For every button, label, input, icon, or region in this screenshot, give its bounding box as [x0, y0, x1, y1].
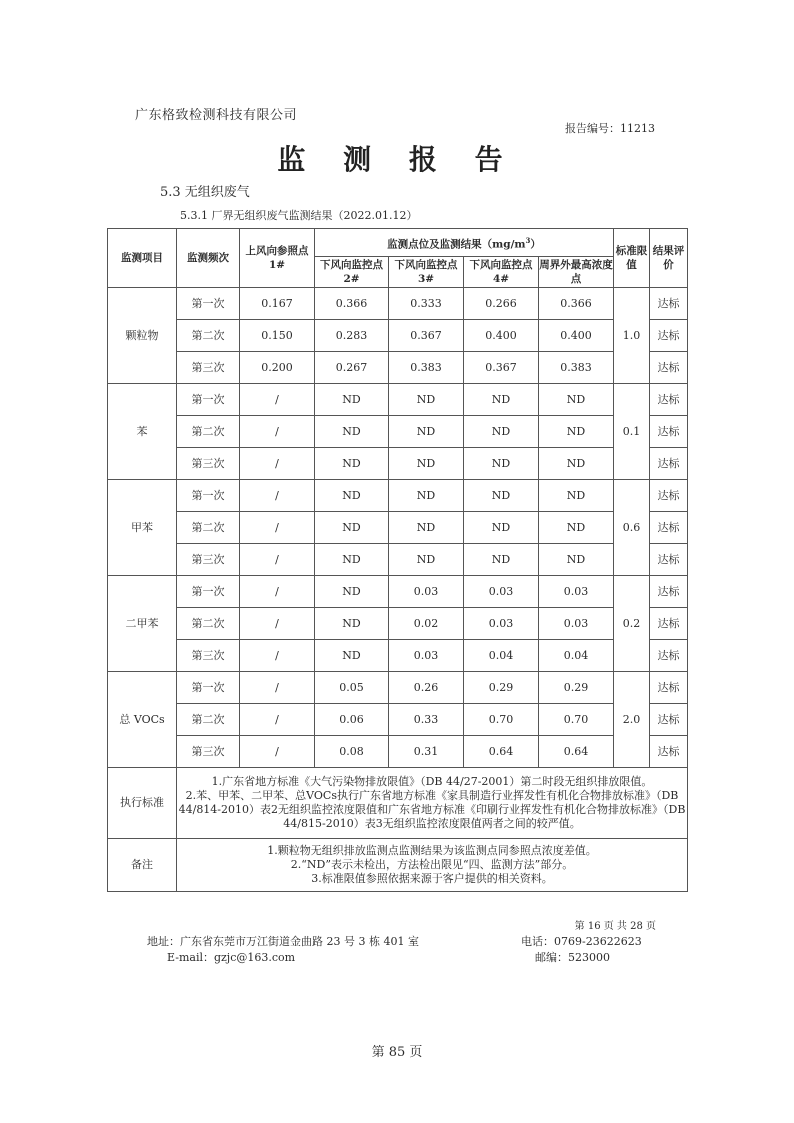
- max-cell: 0.366: [539, 288, 614, 320]
- upwind-cell: /: [240, 704, 315, 736]
- downwind-3-cell: 0.31: [389, 736, 464, 768]
- downwind-3-cell: 0.333: [389, 288, 464, 320]
- report-number: 报告编号：11213: [565, 122, 655, 135]
- downwind-2-cell: 0.283: [315, 320, 389, 352]
- remarks-label: 备注: [108, 839, 177, 892]
- downwind-3-cell: ND: [389, 416, 464, 448]
- document-page-number: 第 85 页: [371, 1045, 423, 1060]
- limit-cell: 2.0: [614, 672, 650, 768]
- header-group: [315, 229, 614, 257]
- pollutant-name: 甲苯: [108, 480, 177, 576]
- header-evaluation: 结果评价: [650, 229, 688, 288]
- frequency-cell: 第一次: [177, 672, 240, 704]
- frequency-cell: 第三次: [177, 640, 240, 672]
- table-row: [108, 384, 688, 416]
- downwind-2-cell: ND: [315, 640, 389, 672]
- upwind-cell: 0.167: [240, 288, 315, 320]
- max-cell: 0.03: [539, 608, 614, 640]
- table-row: [108, 736, 688, 768]
- upwind-cell: /: [240, 448, 315, 480]
- upwind-cell: /: [240, 608, 315, 640]
- remark-line: 3.标准限值参照依据来源于客户提供的相关资料。: [311, 872, 553, 885]
- table-row: [108, 544, 688, 576]
- evaluation-cell: 达标: [650, 416, 688, 448]
- upwind-cell: /: [240, 736, 315, 768]
- address: 地址：广东省东莞市万江街道金曲路 23 号 3 栋 401 室: [147, 935, 419, 948]
- downwind-4-cell: 0.04: [464, 640, 539, 672]
- downwind-2-cell: ND: [315, 480, 389, 512]
- table-row: [108, 576, 688, 608]
- table-row: [108, 672, 688, 704]
- table-row: [108, 448, 688, 480]
- table-row: [108, 320, 688, 352]
- evaluation-cell: 达标: [650, 480, 688, 512]
- downwind-3-cell: ND: [389, 480, 464, 512]
- email: E-mail：gzjc@163.com: [167, 951, 296, 964]
- downwind-3-cell: 0.33: [389, 704, 464, 736]
- upwind-cell: /: [240, 384, 315, 416]
- downwind-4-cell: ND: [464, 544, 539, 576]
- table-row: [108, 512, 688, 544]
- frequency-cell: 第三次: [177, 352, 240, 384]
- standards-line: 2.苯、甲苯、二甲苯、总VOCs执行广东省地方标准《家具制造行业挥发性有机化合物排放标准》（DB 44/814-2010）表2无组织监控浓度限值和广东省地方标准《印刷行业挥发性有机化合物排放标准》（DB 44/815-2010）表3无组织监控浓度限值两者之间的较严值。: [178, 789, 686, 830]
- section-heading: 5.3 无组织废气: [160, 185, 250, 200]
- header-frequency: 监测频次: [177, 229, 240, 288]
- downwind-2-cell: ND: [315, 448, 389, 480]
- frequency-cell: 第三次: [177, 736, 240, 768]
- evaluation-cell: 达标: [650, 576, 688, 608]
- company-name: 广东格致检测科技有限公司: [135, 108, 298, 123]
- evaluation-cell: 达标: [650, 544, 688, 576]
- max-cell: 0.03: [539, 576, 614, 608]
- remark-line: 2.“ND”表示未检出，方法检出限见“四、监测方法”部分。: [290, 858, 574, 871]
- downwind-2-cell: 0.06: [315, 704, 389, 736]
- downwind-4-cell: ND: [464, 416, 539, 448]
- header-upwind: 上风向参照点 1#: [240, 229, 315, 288]
- downwind-2-cell: 0.08: [315, 736, 389, 768]
- frequency-cell: 第二次: [177, 512, 240, 544]
- downwind-2-cell: 0.267: [315, 352, 389, 384]
- upwind-cell: 0.150: [240, 320, 315, 352]
- upwind-cell: /: [240, 480, 315, 512]
- downwind-4-cell: ND: [464, 480, 539, 512]
- evaluation-cell: 达标: [650, 608, 688, 640]
- upwind-cell: /: [240, 640, 315, 672]
- standards-line: 1.广东省地方标准《大气污染物排放限值》（DB 44/27-2001）第二时段无组织排放限值。: [211, 775, 653, 788]
- frequency-cell: 第二次: [177, 416, 240, 448]
- monitoring-results-table: [107, 228, 688, 892]
- downwind-4-cell: 0.64: [464, 736, 539, 768]
- evaluation-cell: 达标: [650, 736, 688, 768]
- upwind-cell: /: [240, 672, 315, 704]
- header-downwind-2: 下风向监控点 2#: [315, 257, 389, 288]
- downwind-4-cell: 0.29: [464, 672, 539, 704]
- table-row: [108, 480, 688, 512]
- remark-line: 1.颗粒物无组织排放监测点监测结果为该监测点同参照点浓度差值。: [267, 844, 597, 857]
- downwind-4-cell: 0.266: [464, 288, 539, 320]
- pollutant-name: 二甲苯: [108, 576, 177, 672]
- downwind-2-cell: ND: [315, 384, 389, 416]
- header-group-end: ）: [530, 238, 541, 251]
- postcode: 邮编：523000: [535, 951, 610, 964]
- downwind-3-cell: 0.03: [389, 640, 464, 672]
- max-cell: 0.400: [539, 320, 614, 352]
- downwind-4-cell: 0.367: [464, 352, 539, 384]
- evaluation-cell: 达标: [650, 288, 688, 320]
- upwind-cell: /: [240, 512, 315, 544]
- max-cell: 0.383: [539, 352, 614, 384]
- frequency-cell: 第二次: [177, 608, 240, 640]
- pollutant-name: 总 VOCs: [108, 672, 177, 768]
- frequency-cell: 第二次: [177, 320, 240, 352]
- evaluation-cell: 达标: [650, 640, 688, 672]
- standards-label: 执行标准: [108, 768, 177, 839]
- header-max-point: 周界外最高浓度点: [539, 257, 614, 288]
- header-item: 监测项目: [108, 229, 177, 288]
- frequency-cell: 第三次: [177, 448, 240, 480]
- evaluation-cell: 达标: [650, 704, 688, 736]
- downwind-4-cell: 0.70: [464, 704, 539, 736]
- downwind-4-cell: ND: [464, 384, 539, 416]
- frequency-cell: 第一次: [177, 576, 240, 608]
- upwind-cell: /: [240, 544, 315, 576]
- evaluation-cell: 达标: [650, 352, 688, 384]
- header-downwind-3: 下风向监控点 3#: [389, 257, 464, 288]
- report-title: 监 测 报 告: [277, 143, 517, 176]
- max-cell: ND: [539, 448, 614, 480]
- downwind-3-cell: 0.383: [389, 352, 464, 384]
- limit-cell: 0.1: [614, 384, 650, 480]
- downwind-4-cell: ND: [464, 512, 539, 544]
- downwind-4-cell: 0.03: [464, 608, 539, 640]
- table-row: [108, 608, 688, 640]
- max-cell: 0.64: [539, 736, 614, 768]
- limit-cell: 1.0: [614, 288, 650, 384]
- frequency-cell: 第一次: [177, 384, 240, 416]
- upwind-cell: /: [240, 576, 315, 608]
- downwind-4-cell: 0.400: [464, 320, 539, 352]
- downwind-3-cell: ND: [389, 512, 464, 544]
- downwind-3-cell: 0.367: [389, 320, 464, 352]
- downwind-2-cell: ND: [315, 608, 389, 640]
- downwind-2-cell: ND: [315, 576, 389, 608]
- downwind-4-cell: ND: [464, 448, 539, 480]
- max-cell: ND: [539, 384, 614, 416]
- evaluation-cell: 达标: [650, 384, 688, 416]
- frequency-cell: 第二次: [177, 704, 240, 736]
- downwind-3-cell: ND: [389, 448, 464, 480]
- frequency-cell: 第一次: [177, 288, 240, 320]
- downwind-4-cell: 0.03: [464, 576, 539, 608]
- table-row: [108, 288, 688, 320]
- header-limit: 标准限值: [614, 229, 650, 288]
- header-group-sup: 3: [525, 235, 531, 245]
- limit-cell: 0.2: [614, 576, 650, 672]
- evaluation-cell: 达标: [650, 448, 688, 480]
- evaluation-cell: 达标: [650, 320, 688, 352]
- downwind-2-cell: 0.05: [315, 672, 389, 704]
- downwind-3-cell: ND: [389, 544, 464, 576]
- frequency-cell: 第一次: [177, 480, 240, 512]
- table-row: [108, 704, 688, 736]
- evaluation-cell: 达标: [650, 672, 688, 704]
- evaluation-cell: 达标: [650, 512, 688, 544]
- header-downwind-4: 下风向监控点 4#: [464, 257, 539, 288]
- max-cell: ND: [539, 544, 614, 576]
- standards-row: [108, 768, 688, 839]
- downwind-2-cell: 0.366: [315, 288, 389, 320]
- max-cell: ND: [539, 512, 614, 544]
- table-row: [108, 352, 688, 384]
- remarks-row: [108, 839, 688, 892]
- standards-text: [177, 768, 688, 839]
- frequency-cell: 第三次: [177, 544, 240, 576]
- table-row: [108, 416, 688, 448]
- phone: 电话：0769-23622623: [521, 935, 642, 948]
- pollutant-name: 颗粒物: [108, 288, 177, 384]
- limit-cell: 0.6: [614, 480, 650, 576]
- downwind-2-cell: ND: [315, 512, 389, 544]
- upwind-cell: /: [240, 416, 315, 448]
- max-cell: 0.29: [539, 672, 614, 704]
- page-counter: 第 16 页 共 28 页: [574, 921, 656, 932]
- subsection-heading: 5.3.1 厂界无组织废气监测结果（2022.01.12）: [180, 209, 418, 222]
- max-cell: ND: [539, 416, 614, 448]
- table-row: [108, 640, 688, 672]
- pollutant-name: 苯: [108, 384, 177, 480]
- remarks-text: [177, 839, 688, 892]
- downwind-2-cell: ND: [315, 544, 389, 576]
- max-cell: ND: [539, 480, 614, 512]
- downwind-2-cell: ND: [315, 416, 389, 448]
- downwind-3-cell: ND: [389, 384, 464, 416]
- downwind-3-cell: 0.03: [389, 576, 464, 608]
- downwind-3-cell: 0.02: [389, 608, 464, 640]
- upwind-cell: 0.200: [240, 352, 315, 384]
- downwind-3-cell: 0.26: [389, 672, 464, 704]
- max-cell: 0.04: [539, 640, 614, 672]
- header-group-text: 监测点位及监测结果（mg/m: [387, 238, 526, 251]
- max-cell: 0.70: [539, 704, 614, 736]
